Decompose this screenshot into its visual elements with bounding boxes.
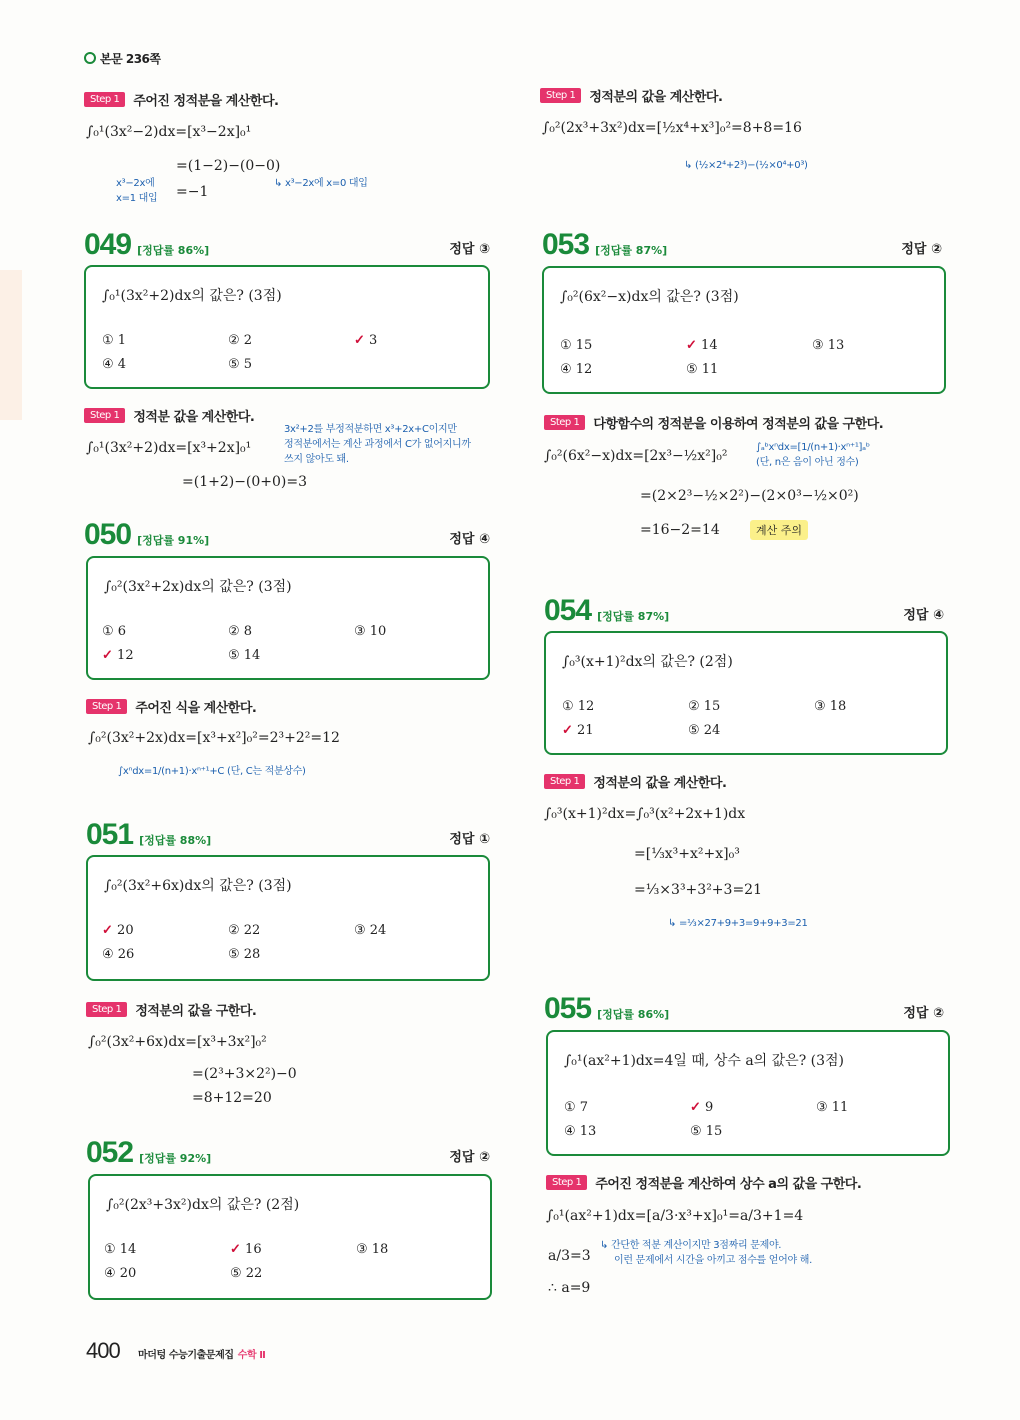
- step-title: 주어진 정적분을 계산한다.: [133, 94, 279, 109]
- question-number: 054: [544, 594, 592, 627]
- option-5[interactable]: ⑤ 5: [228, 357, 253, 372]
- q053-line2: =(2×2³−½×2²)−(2×0³−½×0²): [640, 488, 859, 504]
- step-title: 다항함수의 정적분을 이용하여 정적분의 값을 구한다.: [593, 417, 884, 432]
- intro-right-step: [540, 86, 722, 105]
- q055-line3: ∴ a=9: [548, 1280, 591, 1296]
- option-3[interactable]: ③ 18: [356, 1242, 389, 1257]
- q049-line2: =(1+2)−(0+0)=3: [182, 474, 308, 490]
- accuracy-rate: [정답률 87%]: [595, 244, 668, 257]
- intro-left-note-right: ↳ x³−2x에 x=0 대입: [274, 178, 368, 189]
- question-049-header: [84, 228, 490, 262]
- answer-label: 정답 ②: [449, 1150, 490, 1165]
- accuracy-rate: [정답률 87%]: [597, 610, 670, 623]
- intro-left-line2: =(1−2)−(0−0): [176, 158, 281, 174]
- option-4[interactable]: ④ 13: [564, 1124, 597, 1139]
- answer-label: 정답 ④: [449, 532, 490, 547]
- option-4[interactable]: ④ 12: [560, 362, 593, 377]
- arrow-icon: ↳: [600, 1240, 611, 1251]
- option-5[interactable]: ⑤ 11: [686, 362, 719, 377]
- circle-bullet-icon: [84, 52, 96, 64]
- question-number: 051: [86, 818, 134, 851]
- q054-note: ↳ =⅓×27+9+3=9+9+3=21: [668, 918, 808, 929]
- question-053-box: [542, 266, 946, 394]
- answer-label: 정답 ③: [449, 242, 490, 257]
- intro-left-note-left: x³−2x에 x=1 대입: [116, 178, 158, 204]
- check-mark-icon: ✓: [562, 723, 573, 738]
- question-text: ∫₀²(2x³+3x²)dx의 값은? (2점): [106, 1197, 300, 1213]
- step-badge: Step 1: [546, 1175, 587, 1190]
- option-5[interactable]: ⑤ 24: [688, 723, 721, 738]
- arrow-icon: ↳: [668, 918, 679, 929]
- q055-note: ↳ 간단한 적분 계산이지만 3점짜리 문제야. 이런 문제에서 시간을 아끼고 점수를 얻어야 해.: [600, 1240, 812, 1266]
- check-mark-icon: ✓: [690, 1100, 701, 1115]
- intro-right-note: ↳ (½×2⁴+2³)−(½×0⁴+0³): [684, 160, 808, 171]
- option-2[interactable]: ② 2: [228, 333, 253, 348]
- question-text: ∫₀³(x+1)²dx의 값은? (2점): [562, 654, 733, 670]
- option-1[interactable]: ① 12: [562, 699, 595, 714]
- check-mark-icon: ✓: [230, 1242, 241, 1257]
- step-badge: Step 1: [86, 1002, 127, 1017]
- answer-label: 정답 ④: [903, 608, 944, 623]
- margin-decoration: [0, 270, 22, 420]
- q051-step: [86, 1000, 256, 1019]
- option-2[interactable]: ② 8: [228, 624, 253, 639]
- question-049-box: [84, 265, 490, 389]
- intro-left-line1: ∫₀¹(3x²−2)dx=[x³−2x]₀¹: [86, 124, 252, 140]
- q055-line2: a/3=3: [548, 1248, 591, 1264]
- step-badge: Step 1: [84, 408, 125, 423]
- question-050-box: [86, 556, 490, 680]
- option-3[interactable]: ③ 10: [354, 624, 387, 639]
- q055-step: [546, 1173, 861, 1192]
- check-mark-icon: ✓: [354, 333, 365, 348]
- option-5[interactable]: ⑤ 14: [228, 648, 261, 663]
- caution-highlight: 계산 주의: [750, 520, 808, 540]
- question-number: 053: [542, 228, 590, 261]
- question-text: ∫₀²(6x²−x)dx의 값은? (3점): [560, 289, 739, 305]
- q053-note: ∫ₐᵇxⁿdx=[1/(n+1)·xⁿ⁺¹]ₐᵇ (단, n은 음이 아닌 정수): [756, 442, 870, 468]
- question-text: ∫₀¹(3x²+2)dx의 값은? (3점): [102, 288, 282, 304]
- answer-label: 정답 ①: [449, 832, 490, 847]
- q050-step: [86, 697, 256, 716]
- question-number: 052: [86, 1136, 134, 1169]
- check-mark-icon: ✓: [686, 338, 697, 353]
- accuracy-rate: [정답률 92%]: [139, 1152, 212, 1165]
- check-mark-icon: ✓: [102, 923, 113, 938]
- option-1-selected[interactable]: ✓ 20: [102, 923, 134, 938]
- q053-line1: ∫₀²(6x²−x)dx=[2x³−½x²]₀²: [544, 448, 728, 464]
- option-3[interactable]: ③ 18: [814, 699, 847, 714]
- question-054-header: [544, 594, 944, 628]
- option-3[interactable]: ③ 24: [354, 923, 387, 938]
- step-badge: Step 1: [544, 774, 585, 789]
- q049-step: [84, 406, 254, 425]
- option-4[interactable]: ④ 20: [104, 1266, 137, 1281]
- check-mark-icon: ✓: [102, 648, 113, 663]
- question-051-header: [86, 818, 490, 852]
- option-4-selected[interactable]: ✓ 12: [102, 648, 134, 663]
- option-2-selected[interactable]: ✓ 14: [686, 338, 718, 353]
- option-5[interactable]: ⑤ 28: [228, 947, 261, 962]
- question-number: 049: [84, 228, 132, 261]
- option-4-selected[interactable]: ✓ 21: [562, 723, 594, 738]
- option-3[interactable]: ③ 11: [816, 1100, 849, 1115]
- option-5[interactable]: ⑤ 15: [690, 1124, 723, 1139]
- step-badge: Step 1: [540, 88, 581, 103]
- step-title: 정적분의 값을 구한다.: [135, 1004, 257, 1019]
- answer-label: 정답 ②: [903, 1006, 944, 1021]
- step-badge: Step 1: [86, 699, 127, 714]
- arrow-icon: ↳: [684, 160, 695, 171]
- question-text: ∫₀¹(ax²+1)dx=4일 때, 상수 a의 값은? (3점): [564, 1053, 845, 1069]
- step-title: 주어진 정적분을 계산하여 상수 a의 값을 구한다.: [595, 1177, 862, 1192]
- accuracy-rate: [정답률 88%]: [139, 834, 212, 847]
- option-2-selected[interactable]: ✓ 9: [690, 1100, 714, 1115]
- question-050-header: [84, 518, 490, 552]
- question-052-header: [86, 1136, 490, 1170]
- option-4[interactable]: ④ 26: [102, 947, 135, 962]
- option-3-selected[interactable]: ✓ 3: [354, 333, 378, 348]
- q049-note: 3x²+2를 부정적분하면 x³+2x+C이지만 정적분에서는 계산 과정에서 C가 없어지니까 쓰지 않아도 돼.: [284, 424, 471, 465]
- intro-right-line1: ∫₀²(2x³+3x²)dx=[½x⁴+x³]₀²=8+8=16: [542, 120, 802, 136]
- option-1[interactable]: ① 14: [104, 1242, 137, 1257]
- page-reference: 본문 236쪽: [84, 50, 161, 67]
- intro-left-line3: =−1: [176, 184, 209, 200]
- intro-left-step: [84, 90, 278, 109]
- question-number: 055: [544, 992, 592, 1025]
- q051-line1: ∫₀²(3x²+6x)dx=[x³+3x²]₀²: [88, 1034, 267, 1050]
- option-2[interactable]: ② 22: [228, 923, 261, 938]
- q054-step: [544, 772, 726, 791]
- step-title: 정적분 값을 계산한다.: [133, 410, 255, 425]
- question-052-box: [88, 1174, 492, 1300]
- q055-line1: ∫₀¹(ax²+1)dx=[a/3·x³+x]₀¹=a/3+1=4: [546, 1208, 804, 1224]
- option-2-selected[interactable]: ✓ 16: [230, 1242, 262, 1257]
- step-title: 정적분의 값을 계산한다.: [593, 776, 727, 791]
- step-badge: Step 1: [544, 415, 585, 430]
- question-055-box: [546, 1030, 950, 1156]
- arrow-icon: ↳: [274, 178, 285, 189]
- step-badge: Step 1: [84, 92, 125, 107]
- option-2[interactable]: ② 15: [688, 699, 721, 714]
- footer-subject: 수학 Ⅱ: [237, 1350, 266, 1361]
- q054-line1: ∫₀³(x+1)²dx=∫₀³(x²+2x+1)dx: [544, 806, 746, 822]
- option-1[interactable]: ① 7: [564, 1100, 589, 1115]
- page-number: 400: [86, 1338, 120, 1363]
- q053-step: [544, 413, 883, 432]
- q050-line1: ∫₀²(3x²+2x)dx=[x³+x²]₀²=2³+2²=12: [88, 730, 340, 746]
- option-3[interactable]: ③ 13: [812, 338, 845, 353]
- q053-line3: =16−2=14: [640, 522, 720, 538]
- option-1[interactable]: ① 6: [102, 624, 127, 639]
- accuracy-rate: [정답률 86%]: [597, 1008, 670, 1021]
- question-055-header: [544, 992, 944, 1026]
- q050-note: ∫xⁿdx=1/(n+1)·xⁿ⁺¹+C (단, C는 적분상수): [118, 766, 306, 777]
- question-text: ∫₀²(3x²+6x)dx의 값은? (3점): [104, 878, 292, 894]
- q054-line3: =⅓×3³+3²+3=21: [634, 882, 762, 898]
- option-1[interactable]: ① 15: [560, 338, 593, 353]
- answer-label: 정답 ②: [901, 242, 942, 257]
- q051-line2: =(2³+3×2²)−0: [192, 1066, 297, 1082]
- q054-line2: =[⅓x³+x²+x]₀³: [634, 846, 740, 862]
- step-title: 정적분의 값을 계산한다.: [589, 90, 723, 105]
- option-5[interactable]: ⑤ 22: [230, 1266, 263, 1281]
- option-4[interactable]: ④ 4: [102, 357, 127, 372]
- question-051-box: [86, 855, 490, 981]
- question-number: 050: [84, 518, 132, 551]
- accuracy-rate: [정답률 86%]: [137, 244, 210, 257]
- option-1[interactable]: ① 1: [102, 333, 127, 348]
- q049-line1: ∫₀¹(3x²+2)dx=[x³+2x]₀¹: [86, 440, 252, 456]
- question-054-box: [544, 631, 948, 755]
- accuracy-rate: [정답률 91%]: [137, 534, 210, 547]
- step-title: 주어진 식을 계산한다.: [135, 701, 257, 716]
- q051-line3: =8+12=20: [192, 1090, 272, 1106]
- footer-book-title: 마더텅 수능기출문제집 수학 Ⅱ: [138, 1350, 266, 1361]
- question-053-header: [542, 228, 942, 262]
- question-text: ∫₀²(3x²+2x)dx의 값은? (3점): [104, 579, 292, 595]
